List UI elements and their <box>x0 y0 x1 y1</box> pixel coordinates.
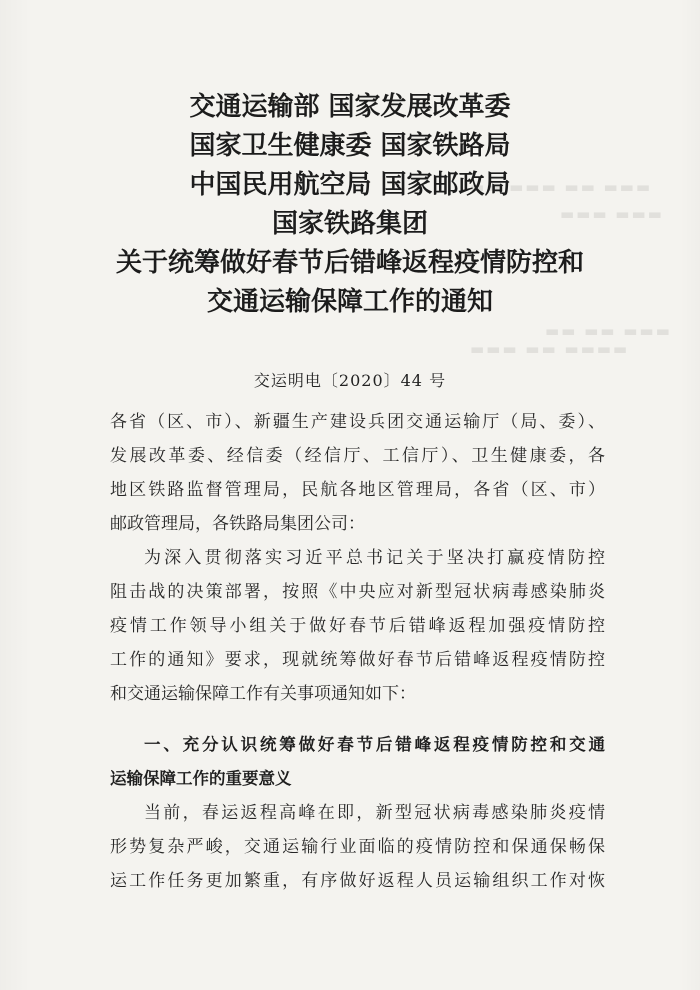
heading-line: 一、充分认识统筹做好春节后错峰返程疫情防控和交通 <box>144 735 605 754</box>
title-line: 交通运输部 国家发展改革委 <box>189 92 511 122</box>
text-line: 和交通运输保障工作有关事项通知如下： <box>110 684 416 704</box>
text-line: 工作的通知》要求，现就统筹做好春节后错峰返程疫情防控 <box>110 650 605 670</box>
text-line: 各省（区、市）、新疆生产建设兵团交通运输厅（局、委）、 <box>110 412 605 432</box>
title-line: 关于统筹做好春节后错峰返程疫情防控和 <box>115 248 584 278</box>
text-line: 阻击战的决策部署，按照《中央应对新型冠状病毒感染肺炎 <box>110 582 605 602</box>
title-line: 中国民用航空局 国家邮政局 <box>189 170 511 200</box>
title-line: 国家卫生健康委 国家铁路局 <box>189 131 511 161</box>
text-line: 疫情工作领导小组关于做好春节后错峰返程加强疫情防控 <box>110 616 605 636</box>
section-1-paragraph <box>110 796 605 898</box>
bleed-through-text: ▬▬ ▬▬▬ ▬▬ ▬▬▬ <box>470 178 653 196</box>
bleed-through-text: ▬▬ ▬▬ ▬▬▬ <box>545 322 672 340</box>
text-line: 运工作任务更加繁重，有序做好返程人员运输组织工作对恢 <box>110 871 605 891</box>
heading-line: 运输保障工作的重要意义 <box>110 769 292 788</box>
text-line: 当前，春运返程高峰在即，新型冠状病毒感染肺炎疫情 <box>144 803 605 823</box>
text-line: 邮政管理局，各铁路局集团公司： <box>110 514 365 534</box>
document-number: 交运明电〔2020〕44 号 <box>253 371 447 390</box>
title-line: 交通运输保障工作的通知 <box>206 287 493 317</box>
text-line: 形势复杂严峻，交通运输行业面临的疫情防控和保通保畅保 <box>110 837 605 857</box>
bleed-through-text: ▬▬▬ ▬▬▬ <box>560 205 664 223</box>
intro-paragraph <box>110 541 605 711</box>
notice-title <box>0 88 700 322</box>
addressee-paragraph <box>110 405 605 541</box>
bleed-through-text: ▬▬▬ ▬▬ ▬▬▬▬ <box>470 340 630 358</box>
text-line: 地区铁路监督管理局，民航各地区管理局，各省（区、市） <box>110 480 605 500</box>
section-1-heading <box>110 728 605 796</box>
title-line: 国家铁路集团 <box>271 209 428 239</box>
text-line: 为深入贯彻落实习近平总书记关于坚决打赢疫情防控 <box>144 548 605 568</box>
text-line: 发展改革委、经信委（经信厅、工信厅）、卫生健康委，各 <box>110 446 605 466</box>
